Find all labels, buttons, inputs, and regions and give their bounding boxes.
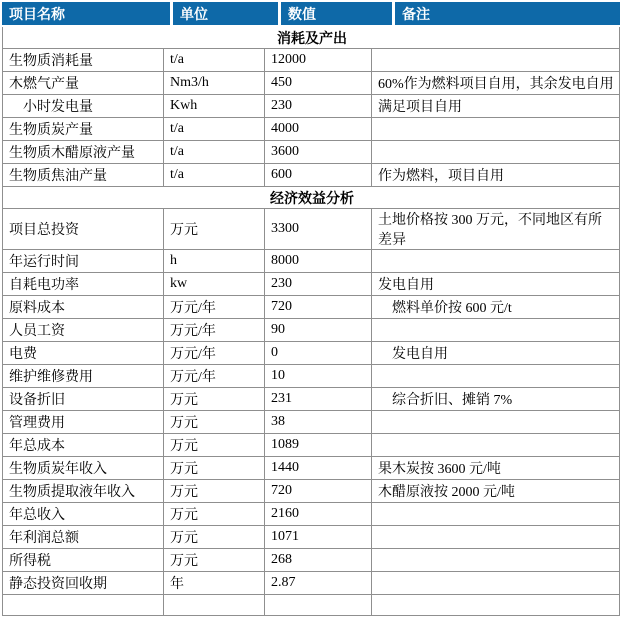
item-name-cell: 生物质木醋原液产量 — [2, 141, 164, 164]
value-cell — [265, 595, 372, 616]
unit-cell: t/a — [164, 141, 265, 164]
value-cell: 1071 — [265, 526, 372, 549]
value-cell: 600 — [265, 164, 372, 187]
note-cell — [372, 365, 620, 388]
note-cell — [372, 141, 620, 164]
item-name-cell: 生物质炭产量 — [2, 118, 164, 141]
section-title: 经济效益分析 — [2, 187, 620, 209]
note-cell: 木醋原液按 2000 元/吨 — [372, 480, 620, 503]
table-row — [2, 342, 620, 365]
note-cell — [372, 411, 620, 434]
item-name-cell: 木燃气产量 — [2, 72, 164, 95]
item-name-cell: 生物质提取液年收入 — [2, 480, 164, 503]
value-cell: 10 — [265, 365, 372, 388]
table-row — [2, 526, 620, 549]
unit-cell: 万元 — [164, 388, 265, 411]
note-cell: 60%作为燃料项目自用，其余发电自用 — [372, 72, 620, 95]
item-name-cell: 生物质消耗量 — [2, 49, 164, 72]
table-row — [2, 49, 620, 72]
item-name-cell: 人员工资 — [2, 319, 164, 342]
value-cell: 3600 — [265, 141, 372, 164]
value-cell: 12000 — [265, 49, 372, 72]
item-name-cell: 小时发电量 — [2, 95, 164, 118]
item-name-cell: 设备折旧 — [2, 388, 164, 411]
table-row — [2, 141, 620, 164]
note-cell — [372, 118, 620, 141]
table-row — [2, 72, 620, 95]
value-cell: 0 — [265, 342, 372, 365]
section-header-row — [2, 187, 620, 209]
unit-cell: Kwh — [164, 95, 265, 118]
note-cell: 发电自用 — [372, 342, 620, 365]
unit-cell: kw — [164, 273, 265, 296]
unit-cell: 万元 — [164, 480, 265, 503]
value-cell: 2160 — [265, 503, 372, 526]
value-cell: 720 — [265, 296, 372, 319]
item-name-cell: 维护维修费用 — [2, 365, 164, 388]
table-row — [2, 457, 620, 480]
table-row — [2, 164, 620, 187]
table-row — [2, 549, 620, 572]
item-name-cell — [2, 595, 164, 616]
table-row — [2, 434, 620, 457]
column-header-item-name: 项目名称 — [2, 2, 170, 27]
item-name-cell: 自耗电功率 — [2, 273, 164, 296]
note-cell: 果木炭按 3600 元/吨 — [372, 457, 620, 480]
unit-cell: 万元 — [164, 457, 265, 480]
item-name-cell: 生物质焦油产量 — [2, 164, 164, 187]
unit-cell: 万元 — [164, 549, 265, 572]
item-name-cell: 静态投资回收期 — [2, 572, 164, 595]
unit-cell: t/a — [164, 49, 265, 72]
value-cell: 38 — [265, 411, 372, 434]
note-cell — [372, 572, 620, 595]
unit-cell: 万元 — [164, 503, 265, 526]
column-header-value: 数值 — [278, 2, 392, 27]
value-cell: 4000 — [265, 118, 372, 141]
note-cell — [372, 319, 620, 342]
note-cell — [372, 595, 620, 616]
item-name-cell: 生物质炭年收入 — [2, 457, 164, 480]
unit-cell: 万元 — [164, 434, 265, 457]
unit-cell: 万元/年 — [164, 365, 265, 388]
table-row — [2, 209, 620, 250]
note-cell — [372, 434, 620, 457]
item-name-cell: 年利润总额 — [2, 526, 164, 549]
empty-row — [2, 595, 620, 616]
column-header-table — [2, 2, 620, 27]
unit-cell: 万元 — [164, 526, 265, 549]
unit-cell — [164, 595, 265, 616]
item-name-cell: 电费 — [2, 342, 164, 365]
note-cell: 作为燃料，项目自用 — [372, 164, 620, 187]
table-row — [2, 572, 620, 595]
table-row — [2, 296, 620, 319]
table-body — [2, 27, 620, 616]
item-name-cell: 原料成本 — [2, 296, 164, 319]
value-cell: 2.87 — [265, 572, 372, 595]
value-cell: 3300 — [265, 209, 372, 250]
table-row — [2, 319, 620, 342]
note-cell — [372, 503, 620, 526]
note-cell — [372, 526, 620, 549]
value-cell: 8000 — [265, 250, 372, 273]
note-cell: 燃料单价按 600 元/t — [372, 296, 620, 319]
table-row — [2, 273, 620, 296]
item-name-cell: 管理费用 — [2, 411, 164, 434]
section-header-row — [2, 27, 620, 49]
unit-cell: t/a — [164, 164, 265, 187]
unit-cell: t/a — [164, 118, 265, 141]
table-row — [2, 480, 620, 503]
table-row — [2, 95, 620, 118]
note-cell: 综合折旧、摊销 7% — [372, 388, 620, 411]
table-row — [2, 388, 620, 411]
column-header-unit: 单位 — [170, 2, 278, 27]
unit-cell: Nm3/h — [164, 72, 265, 95]
note-cell: 土地价格按 300 万元，不同地区有所差异 — [372, 209, 620, 250]
note-cell — [372, 250, 620, 273]
table-row — [2, 118, 620, 141]
unit-cell: 万元 — [164, 209, 265, 250]
table-row — [2, 411, 620, 434]
table-row — [2, 250, 620, 273]
value-cell: 720 — [265, 480, 372, 503]
value-cell: 1089 — [265, 434, 372, 457]
value-cell: 230 — [265, 273, 372, 296]
value-cell: 230 — [265, 95, 372, 118]
note-cell — [372, 49, 620, 72]
note-cell — [372, 549, 620, 572]
unit-cell: 万元/年 — [164, 342, 265, 365]
unit-cell: 万元/年 — [164, 296, 265, 319]
item-name-cell: 年总收入 — [2, 503, 164, 526]
note-cell: 发电自用 — [372, 273, 620, 296]
unit-cell: 万元 — [164, 411, 265, 434]
value-cell: 450 — [265, 72, 372, 95]
column-header-note: 备注 — [392, 2, 620, 27]
item-name-cell: 项目总投资 — [2, 209, 164, 250]
unit-cell: 万元/年 — [164, 319, 265, 342]
unit-cell: h — [164, 250, 265, 273]
table-row — [2, 365, 620, 388]
value-cell: 90 — [265, 319, 372, 342]
column-header-row — [2, 2, 620, 27]
item-name-cell: 年总成本 — [2, 434, 164, 457]
item-name-cell: 年运行时间 — [2, 250, 164, 273]
unit-cell: 年 — [164, 572, 265, 595]
note-cell: 满足项目自用 — [372, 95, 620, 118]
table-row — [2, 503, 620, 526]
data-table — [2, 27, 620, 616]
value-cell: 268 — [265, 549, 372, 572]
value-cell: 1440 — [265, 457, 372, 480]
value-cell: 231 — [265, 388, 372, 411]
item-name-cell: 所得税 — [2, 549, 164, 572]
section-title: 消耗及产出 — [2, 27, 620, 49]
